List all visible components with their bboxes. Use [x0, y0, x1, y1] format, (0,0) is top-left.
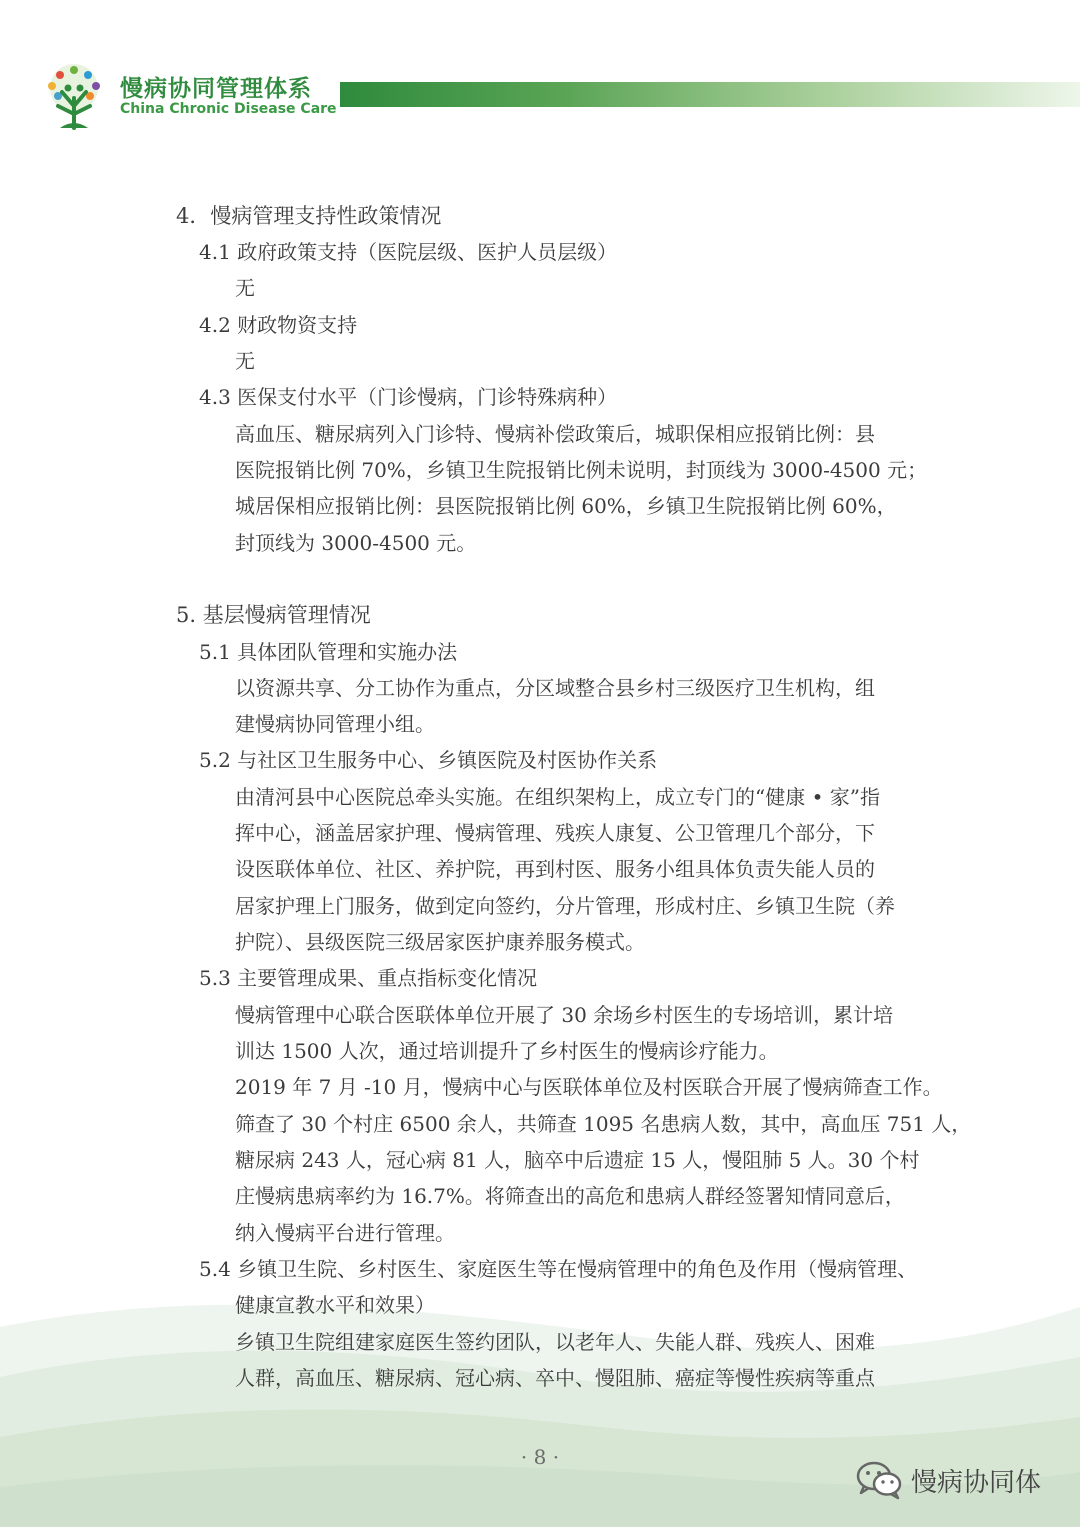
paragraph-line: 庄慢病患病率约为 16.7%。将筛查出的高危和患病人群经签署知情同意后，	[235, 1184, 905, 1208]
page-number: · 8 ·	[520, 1445, 560, 1469]
paragraph-line: 由清河县中心医院总牵头实施。在组织架构上，成立专门的“健康 • 家”指	[235, 785, 880, 809]
paragraph-line: 无	[235, 349, 255, 373]
subsection-heading: 4.1 政府政策支持（医院层级、医护人员层级）	[199, 240, 618, 264]
subsection-heading: 5.1 具体团队管理和实施办法	[199, 640, 458, 664]
brand-subtitle: China Chronic Disease Care	[120, 101, 337, 117]
paragraph-line: 城居保相应报销比例：县医院报销比例 60%，乡镇卫生院报销比例 60%，	[235, 494, 897, 518]
paragraph-line: 纳入慢病平台进行管理。	[235, 1221, 455, 1245]
subsection-heading: 5.2 与社区卫生服务中心、乡镇医院及村医协作关系	[199, 748, 658, 772]
brand-title: 慢病协同管理体系	[120, 76, 312, 102]
paragraph-line: 封顶线为 3000-4500 元。	[235, 531, 477, 555]
paragraph-line: 设医联体单位、社区、养护院，再到村医、服务小组具体负责失能人员的	[235, 857, 875, 881]
page-header	[0, 0, 1080, 150]
wechat-account-name: 慢病协同体	[911, 1467, 1042, 1498]
paragraph-line: 以资源共享、分工协作为重点，分区域整合县乡村三级医疗卫生机构，组	[235, 676, 875, 700]
paragraph-line: 建慢病协同管理小组。	[235, 712, 435, 736]
paragraph-line: 医院报销比例 70%，乡镇卫生院报销比例未说明，封顶线为 3000-4500 元；	[235, 458, 928, 482]
paragraph-line: 护院）、县级医院三级居家医护康养服务模式。	[235, 930, 645, 954]
subsection-heading: 5.3 主要管理成果、重点指标变化情况	[199, 966, 538, 990]
paragraph-line: 健康宣教水平和效果）	[235, 1293, 435, 1317]
paragraph-line: 2019 年 7 月 -10 月，慢病中心与医联体单位及村医联合开展了慢病筛查工作。	[235, 1075, 943, 1099]
section-heading: 4．慢病管理支持性政策情况	[176, 204, 442, 228]
tree-people-logo-icon	[38, 62, 110, 132]
paragraph-line: 人群，高血压、糖尿病、冠心病、卒中、慢阻肺、癌症等慢性疾病等重点	[235, 1366, 875, 1390]
paragraph-line: 居家护理上门服务，做到定向签约，分片管理，形成村庄、乡镇卫生院（养	[235, 894, 895, 918]
header-gradient-bar	[340, 82, 1080, 107]
wechat-watermark	[855, 1458, 1041, 1502]
paragraph-line: 糖尿病 243 人，冠心病 81 人，脑卒中后遗症 15 人，慢阻肺 5 人。30 个村	[235, 1148, 920, 1172]
paragraph-line: 高血压、糖尿病列入门诊特、慢病补偿政策后，城职保相应报销比例：县	[235, 422, 875, 446]
paragraph-line: 挥中心，涵盖居家护理、慢病管理、残疾人康复、公卫管理几个部分，下	[235, 821, 875, 845]
subsection-heading: 5.4 乡镇卫生院、乡村医生、家庭医生等在慢病管理中的角色及作用（慢病管理、	[199, 1257, 918, 1281]
wechat-icon	[855, 1460, 903, 1500]
subsection-heading: 4.3 医保支付水平（门诊慢病，门诊特殊病种）	[199, 385, 618, 409]
paragraph-line: 无	[235, 276, 255, 300]
paragraph-line: 筛查了 30 个村庄 6500 余人，共筛查 1095 名患病人数，其中，高血压 751 人，	[235, 1112, 972, 1136]
subsection-heading: 4.2 财政物资支持	[199, 313, 358, 337]
section-heading: 5. 基层慢病管理情况	[176, 603, 371, 627]
paragraph-line: 训达 1500 人次，通过培训提升了乡村医生的慢病诊疗能力。	[235, 1039, 779, 1063]
paragraph-line: 慢病管理中心联合医联体单位开展了 30 余场乡村医生的专场培训，累计培	[235, 1003, 894, 1027]
paragraph-line: 乡镇卫生院组建家庭医生签约团队，以老年人、失能人群、残疾人、困难	[235, 1330, 875, 1354]
